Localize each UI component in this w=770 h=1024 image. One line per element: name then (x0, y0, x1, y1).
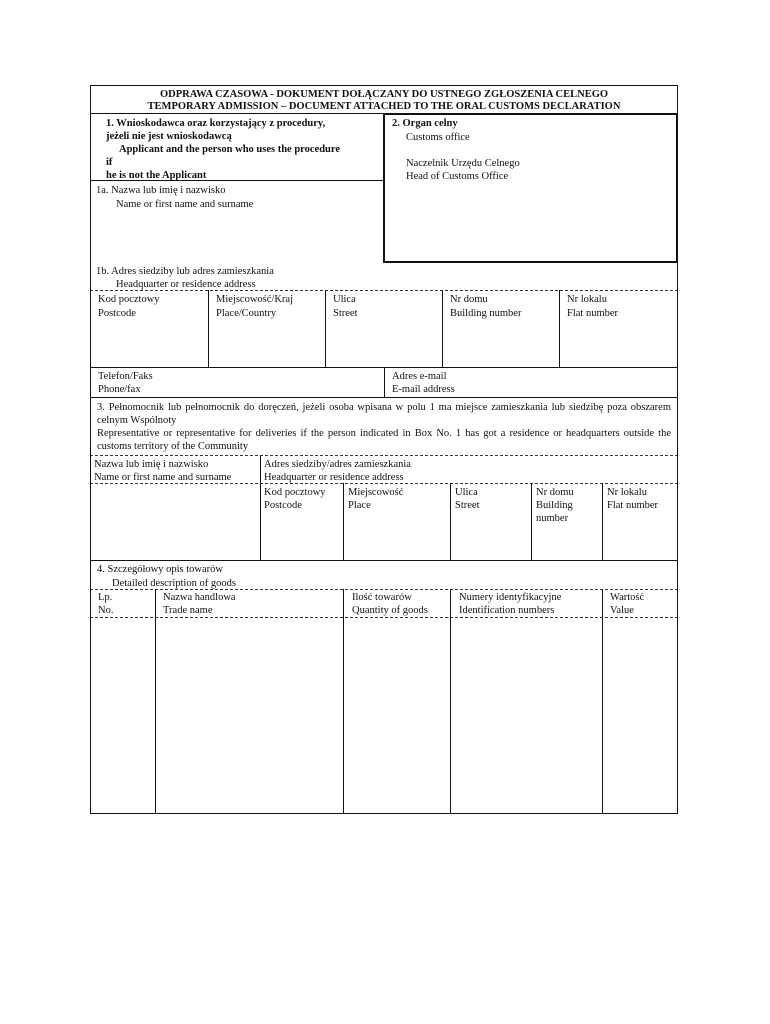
b3-building-en-2: number (536, 513, 569, 524)
box3-col-divider-4 (602, 483, 603, 560)
form-title-en: TEMPORARY ADMISSION – DOCUMENT ATTACHED TO THE ORAL CUSTOMS DECLARATION (147, 101, 621, 112)
b4-trade-pl: Nazwa handlowa (163, 592, 236, 603)
box1b-col-divider-4 (559, 290, 560, 367)
contact-bottom (90, 397, 678, 398)
b4-ident-pl: Numery identyfikacyjne (459, 592, 562, 603)
box2-bottom-border (383, 261, 678, 263)
b1b-place-en: Place/Country (216, 308, 277, 319)
b4-no-pl: Lp. (98, 592, 113, 603)
b1b-place-pl: Miejscowość/Kraj (216, 294, 293, 305)
b1b-flat-en: Flat number (567, 308, 619, 319)
box2-label-en: Customs office (406, 132, 470, 143)
box1b-label-en: Headquarter or residence address (116, 279, 256, 290)
b3-flat-en: Flat number (607, 500, 659, 511)
b3-name-en: Name or first name and surname (94, 472, 232, 483)
b3-building-pl: Nr domu (536, 487, 574, 498)
b3-addr-en: Headquarter or residence address (264, 472, 404, 483)
b3-name-pl: Nazwa lub imię i nazwisko (94, 459, 209, 470)
b1b-street-pl: Ulica (333, 294, 356, 305)
b4-value-pl: Wartość (610, 592, 645, 603)
form-title-pl: ODPRAWA CZASOWA - DOKUMENT DOŁĄCZANY DO USTNEGO ZGŁOSZENIA CELNEGO (159, 89, 609, 100)
box1b-col-divider-2 (325, 290, 326, 367)
b1b-building-en: Building number (450, 308, 522, 319)
box2-top-border (383, 113, 678, 115)
b3-flat-pl: Nr lokalu (607, 487, 647, 498)
box3-col-divider-3 (531, 483, 532, 560)
b3-postcode-pl: Kod pocztowy (264, 487, 326, 498)
box1a-field[interactable] (91, 212, 382, 260)
box3-label-pl: 3. Pełnomocnik lub pełnomocnik do doręczeń, jeżeli osoba wpisana w polu 1 ma miejsce zamieszkania lub siedzibę poza obszarem celnym Wspólnoty (97, 402, 671, 426)
box4-dashed-divider (90, 589, 678, 590)
frame-bottom (90, 813, 678, 814)
box1a-label-en: Name or first name and surname (116, 199, 254, 210)
email-label-en: E-mail address (392, 384, 455, 395)
box1-label-en-3: he is not the Applicant (106, 170, 207, 181)
b4-no-en: No. (98, 605, 114, 616)
customs-head-pl: Naczelnik Urzędu Celnego (406, 158, 520, 169)
b1b-building-pl: Nr domu (450, 294, 488, 305)
box1b-dashed-divider (90, 290, 678, 291)
phone-label-en: Phone/fax (98, 384, 141, 395)
box3-dashed-divider (90, 455, 678, 456)
box3-col-divider-1 (343, 483, 344, 560)
box1a-label-pl: 1a. Nazwa lub imię i nazwisko (96, 185, 226, 196)
box2-right-border (676, 113, 678, 262)
b1b-street-en: Street (333, 308, 358, 319)
goods-table-body[interactable] (91, 618, 677, 812)
email-label-pl: Adres e-mail (392, 371, 447, 382)
box1-label-en-1: Applicant and the person who uses the procedure (119, 144, 341, 155)
b3-postcode-en: Postcode (264, 500, 302, 511)
b3-street-pl: Ulica (455, 487, 478, 498)
box4-label-en: Detailed description of goods (112, 578, 236, 589)
b1b-flat-pl: Nr lokalu (567, 294, 607, 305)
box1-label-en-2: if (106, 157, 113, 168)
b1b-postcode-pl: Kod pocztowy (98, 294, 160, 305)
b4-ident-en: Identification numbers (459, 605, 555, 616)
box2-left-border (383, 113, 385, 262)
b4-value-en: Value (610, 605, 634, 616)
b4-trade-en: Trade name (163, 605, 213, 616)
box1b-col-divider-3 (442, 290, 443, 367)
b4-qty-en: Quantity of goods (352, 605, 428, 616)
box3-bottom (90, 560, 678, 561)
box1b-col-divider-1 (208, 290, 209, 367)
box1-label-pl-1: 1. Wnioskodawca oraz korzystający z procedury, (106, 118, 326, 129)
b3-place-pl: Miejscowość (348, 487, 404, 498)
b1b-postcode-en: Postcode (98, 308, 136, 319)
contact-divider (384, 367, 385, 397)
b3-building-en: Building (536, 500, 573, 511)
frame-top (90, 85, 678, 86)
b3-addr-pl: Adres siedziby/adres zamieszkania (264, 459, 411, 470)
box1b-label-pl: 1b. Adres siedziby lub adres zamieszkania (96, 266, 274, 277)
box3-col-divider-2 (450, 483, 451, 560)
phone-label-pl: Telefon/Faks (98, 371, 153, 382)
customs-head-en: Head of Customs Office (406, 171, 509, 182)
b3-street-en: Street (455, 500, 480, 511)
box2-label-pl: 2. Organ celny (392, 118, 458, 129)
box1-label-pl-2: jeżeli nie jest wnioskodawcą (106, 131, 232, 142)
box3-label-en: Representative or representative for deliveries if the person indicated in Box No. 1 has got a residence or headquarters outside the customs territory of the Community (97, 428, 671, 452)
box3-name-addr-divider (260, 455, 261, 560)
box1-divider (90, 180, 383, 181)
b4-qty-pl: Ilość towarów (352, 592, 412, 603)
b3-place-en: Place (348, 500, 371, 511)
box4-label-pl: 4. Szczegółowy opis towarów (97, 564, 223, 575)
